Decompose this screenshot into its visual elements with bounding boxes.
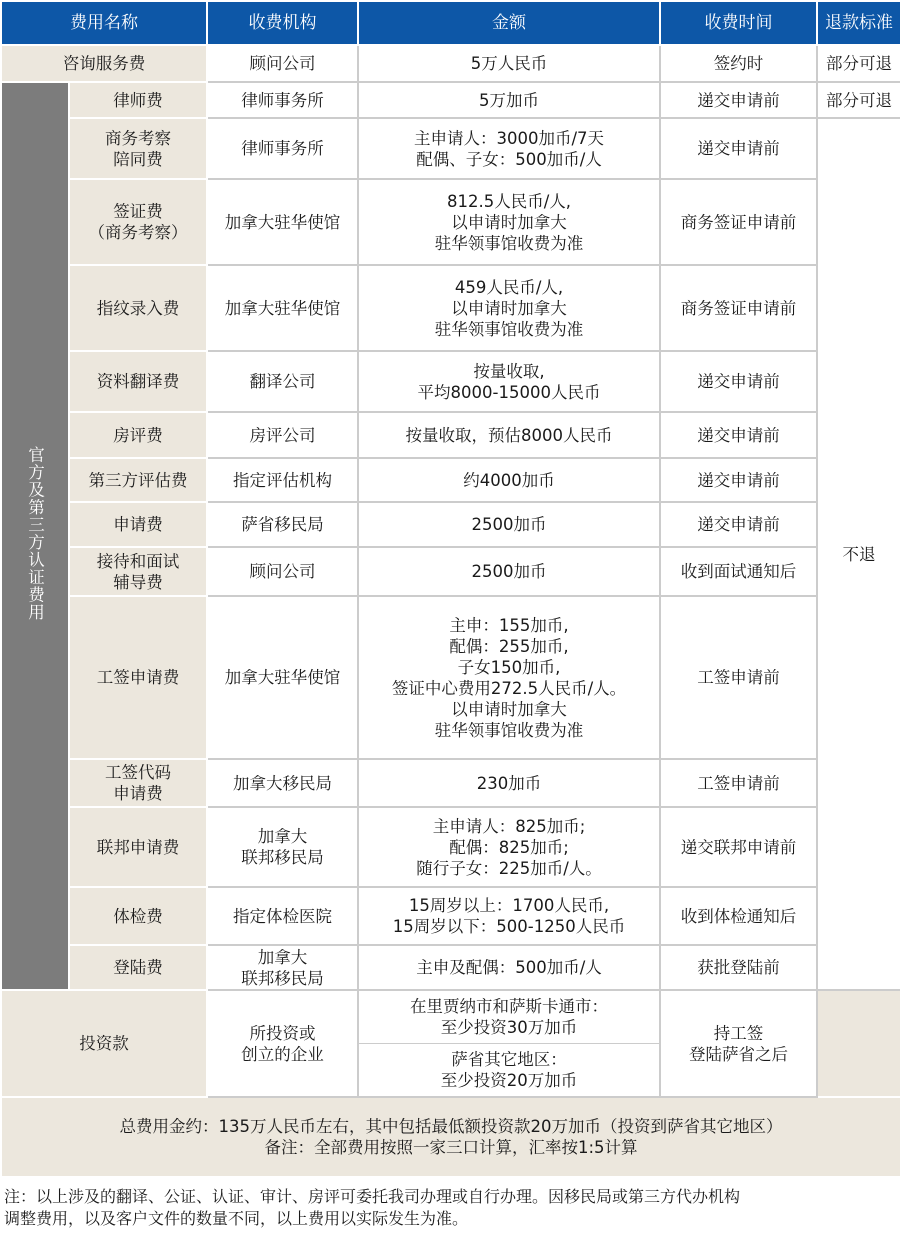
fee-org-line: 加拿大移民局 — [233, 773, 332, 793]
fee-time-line: 递交申请前 — [697, 90, 780, 110]
summary-row — [1, 1097, 900, 1177]
fee-name — [69, 458, 207, 502]
fee-name-line: 体检费 — [113, 906, 163, 926]
group-label — [1, 82, 69, 990]
fee-time-line: 商务签证申请前 — [680, 298, 797, 318]
fee-name — [69, 82, 207, 118]
fee-time-line: 递交联邦申请前 — [680, 837, 797, 857]
fee-name — [69, 596, 207, 759]
fee-name — [69, 807, 207, 887]
fee-time — [660, 118, 817, 179]
fee-amount — [358, 179, 660, 265]
fee-name-line: 辅导费 — [113, 572, 163, 592]
fee-time — [660, 945, 817, 990]
fee-time — [660, 179, 817, 265]
fee-name-line: 签证费 — [113, 202, 163, 221]
consult-time: 签约时 — [660, 45, 817, 82]
fee-time — [660, 351, 817, 412]
fee-time-line: 工签申请前 — [697, 773, 780, 793]
no-refund: 不退 — [817, 118, 900, 990]
fee-name — [69, 179, 207, 265]
fee-org-line: 加拿大 — [257, 827, 308, 846]
investment-amount-line: 至少投资20万加币 — [440, 1071, 578, 1090]
fee-amount-line: 2500加币 — [471, 562, 547, 581]
fee-amount-line: 签证中心费用272.5人民币/人。 — [391, 678, 627, 698]
investment-amount-b — [359, 1044, 659, 1096]
fee-name-line: 申请费 — [113, 784, 163, 803]
investment-time — [660, 990, 817, 1097]
fee-name-line: 工签代码 — [105, 763, 171, 782]
fee-org-line: 律师事务所 — [241, 139, 324, 158]
fee-time — [660, 759, 817, 807]
consult-org: 顾问公司 — [207, 45, 358, 82]
fee-amount-line: 459人民币/人, — [454, 277, 564, 297]
fee-amount-line: 以申请时加拿大 — [451, 298, 567, 318]
fee-org — [207, 179, 358, 265]
fee-amount — [358, 458, 660, 502]
fee-name — [69, 118, 207, 179]
investment-amount-line: 在里贾纳市和萨斯卡通市： — [410, 997, 608, 1016]
fee-amount-line: 驻华领事馆收费为准 — [434, 233, 584, 253]
summary-note: 备注：全部费用按照一家三口计算，汇率按1:5计算 — [264, 1138, 638, 1157]
consult-row — [1, 45, 900, 82]
fee-org-line: 指定体检医院 — [233, 906, 332, 926]
fee-row — [1, 502, 900, 547]
fee-amount-line: 以申请时加拿大 — [451, 699, 567, 719]
investment-org-line: 所投资或 — [249, 1023, 316, 1043]
fee-amount — [358, 807, 660, 887]
investment-time-line: 登陆萨省之后 — [689, 1044, 788, 1064]
fee-row — [1, 351, 900, 412]
fee-time — [660, 547, 817, 596]
fee-name-line: 陪同费 — [113, 149, 163, 169]
fee-org — [207, 82, 358, 118]
fee-amount-line: 驻华领事馆收费为准 — [434, 319, 584, 339]
investment-org-line: 创立的企业 — [241, 1044, 324, 1064]
fee-amount-line: 15周岁以下：500-1250人民币 — [392, 917, 626, 936]
fee-amount — [358, 351, 660, 412]
fee-name — [69, 759, 207, 807]
fee-row — [1, 887, 900, 945]
fee-time-line: 递交申请前 — [697, 372, 780, 391]
fee-name-line: 商务考察 — [105, 128, 171, 148]
fee-amount-line: 主申请人：825加币; — [432, 816, 586, 836]
footnote-line: 调整费用，以及客户文件的数量不同，以上费用以实际发生为准。 — [4, 1209, 469, 1228]
summary — [1, 1097, 900, 1177]
fee-amount — [358, 596, 660, 759]
investment-amount-line: 萨省其它地区： — [451, 1050, 567, 1069]
fee-time-line: 递交申请前 — [697, 470, 780, 490]
fee-name — [69, 887, 207, 945]
header-org: 收费机构 — [207, 1, 358, 45]
fee-org — [207, 412, 358, 458]
fee-amount-line: 2500加币 — [471, 515, 547, 534]
fee-time-line: 递交申请前 — [697, 425, 780, 445]
fee-amount — [358, 82, 660, 118]
fee-time — [660, 502, 817, 547]
fee-row — [1, 458, 900, 502]
fee-time — [660, 82, 817, 118]
fee-name-line: 资料翻译费 — [96, 372, 180, 391]
fee-name-line: 联邦申请费 — [96, 837, 180, 857]
fee-amount-line: 按量收取，预估8000人民币 — [405, 425, 613, 445]
fee-org-line: 联邦移民局 — [241, 848, 324, 867]
header-refund: 退款标准 — [817, 1, 900, 45]
fee-amount — [358, 265, 660, 351]
fee-org — [207, 351, 358, 412]
fee-name — [69, 351, 207, 412]
fee-org-line: 律师事务所 — [241, 90, 324, 110]
fee-org-line: 指定评估机构 — [233, 470, 332, 490]
fee-amount-line: 子女150加币, — [457, 657, 561, 677]
consult-refund: 部分可退 — [817, 45, 900, 82]
fee-amount — [358, 118, 660, 179]
fee-org — [207, 458, 358, 502]
investment-org — [207, 990, 358, 1097]
fee-amount — [358, 759, 660, 807]
fee-name-line: 第三方评估费 — [88, 470, 188, 490]
fee-amount-line: 230加币 — [476, 773, 542, 793]
fee-amount-line: 平均8000-15000人民币 — [417, 382, 601, 402]
fee-org — [207, 118, 358, 179]
consult-amount: 5万人民币 — [358, 45, 660, 82]
fee-amount-line: 主申：155加币, — [449, 615, 569, 635]
investment-time-line: 持工签 — [713, 1023, 764, 1043]
header-fee-name: 费用名称 — [1, 1, 207, 45]
fee-name — [69, 502, 207, 547]
summary-total: 总费用金约：135万人民币左右，其中包括最低额投资款20万加币（投资到萨省其它地区） — [119, 1117, 783, 1136]
investment-amount-line: 至少投资30万加币 — [440, 1018, 578, 1037]
fee-time — [660, 458, 817, 502]
fee-row — [1, 807, 900, 887]
header-time: 收费时间 — [660, 1, 817, 45]
fee-body — [1, 45, 900, 1177]
fee-amount-line: 812.5人民币/人, — [446, 191, 572, 211]
fee-name-line: 律师费 — [113, 90, 163, 110]
fee-org-line: 加拿大驻华使馆 — [224, 668, 341, 687]
fee-time — [660, 412, 817, 458]
group-label-text: 官方及第三方认证费用 — [25, 446, 45, 621]
fee-time-line: 递交申请前 — [697, 139, 780, 158]
investment-amount — [358, 990, 660, 1097]
fee-row — [1, 945, 900, 990]
footnote — [4, 1186, 896, 1230]
fee-amount-line: 以申请时加拿大 — [451, 212, 567, 232]
fee-org-line: 翻译公司 — [249, 372, 316, 391]
fee-row — [1, 179, 900, 265]
investment-name: 投资款 — [1, 990, 207, 1097]
fee-org — [207, 502, 358, 547]
fee-amount-line: 5万加币 — [479, 90, 539, 110]
fee-row — [1, 265, 900, 351]
fee-time — [660, 807, 817, 887]
fee-amount-line: 驻华领事馆收费为准 — [434, 720, 584, 740]
fee-org-line: 加拿大 — [257, 947, 308, 967]
fee-amount — [358, 547, 660, 596]
fee-time-line: 递交申请前 — [697, 515, 780, 534]
fee-name-line: 接待和面试 — [96, 551, 180, 571]
consult-name: 咨询服务费 — [1, 45, 207, 82]
fee-row — [1, 82, 900, 118]
fee-amount-line: 约4000加币 — [463, 470, 555, 490]
footnote-line: 注：以上涉及的翻译、公证、认证、审计、房评可委托我司办理或自行办理。因移民局或第三方代办机构 — [4, 1187, 741, 1206]
fee-row — [1, 118, 900, 179]
fee-amount-line: 随行子女：225加币/人。 — [416, 858, 602, 878]
fee-amount — [358, 887, 660, 945]
fee-amount-line: 配偶、子女：500加币/人 — [416, 149, 602, 169]
investment-row-a — [1, 990, 900, 1097]
fee-org-line: 加拿大驻华使馆 — [224, 298, 341, 318]
fee-org-line: 加拿大驻华使馆 — [224, 212, 341, 232]
fee-org-line: 萨省移民局 — [241, 515, 324, 534]
fee-name — [69, 412, 207, 458]
fee-time — [660, 596, 817, 759]
fee-name-line: 房评费 — [113, 425, 163, 445]
investment-amount-a — [359, 991, 659, 1044]
fee-time-line: 获批登陆前 — [697, 958, 780, 977]
fee-org — [207, 887, 358, 945]
fee-name-line: （商务考察） — [88, 223, 188, 242]
fee-name-line: 工签申请费 — [96, 668, 180, 687]
fee-org — [207, 596, 358, 759]
fee-org — [207, 759, 358, 807]
fee-org-line: 房评公司 — [249, 425, 316, 445]
fee-name — [69, 945, 207, 990]
fee-name-line: 登陆费 — [113, 958, 163, 977]
fee-amount-line: 配偶：255加币, — [449, 636, 569, 656]
fee-time — [660, 887, 817, 945]
fee-amount-line: 主申请人：3000加币/7天 — [413, 128, 605, 148]
fee-org — [207, 265, 358, 351]
fee-amount-line: 按量收取, — [473, 361, 545, 381]
fee-org — [207, 547, 358, 596]
fee-amount — [358, 502, 660, 547]
fee-time-line: 收到体检通知后 — [680, 906, 797, 926]
fee-org — [207, 945, 358, 990]
fee-name-line: 指纹录入费 — [96, 298, 180, 318]
header-amount: 金额 — [358, 1, 660, 45]
investment-refund — [817, 990, 900, 1097]
fee-row — [1, 596, 900, 759]
fee-amount-line: 15周岁以上：1700人民币, — [408, 896, 610, 915]
fee-row — [1, 759, 900, 807]
fee-time-line: 工签申请前 — [697, 668, 780, 687]
fee-org-line: 联邦移民局 — [241, 968, 324, 988]
lawyer-refund: 部分可退 — [817, 82, 900, 118]
fee-name-line: 申请费 — [113, 515, 163, 534]
fee-org — [207, 807, 358, 887]
header-row — [1, 1, 900, 45]
fee-amount-line: 配偶：825加币; — [449, 837, 569, 857]
fee-time-line: 商务签证申请前 — [680, 212, 797, 232]
fee-org-line: 顾问公司 — [249, 562, 316, 581]
fee-time-line: 收到面试通知后 — [680, 562, 797, 581]
fee-row — [1, 412, 900, 458]
fee-name — [69, 547, 207, 596]
fee-name — [69, 265, 207, 351]
fee-row — [1, 547, 900, 596]
fee-amount — [358, 412, 660, 458]
fee-amount — [358, 945, 660, 990]
fee-amount-line: 主申及配偶：500加币/人 — [416, 958, 602, 977]
fee-time — [660, 265, 817, 351]
